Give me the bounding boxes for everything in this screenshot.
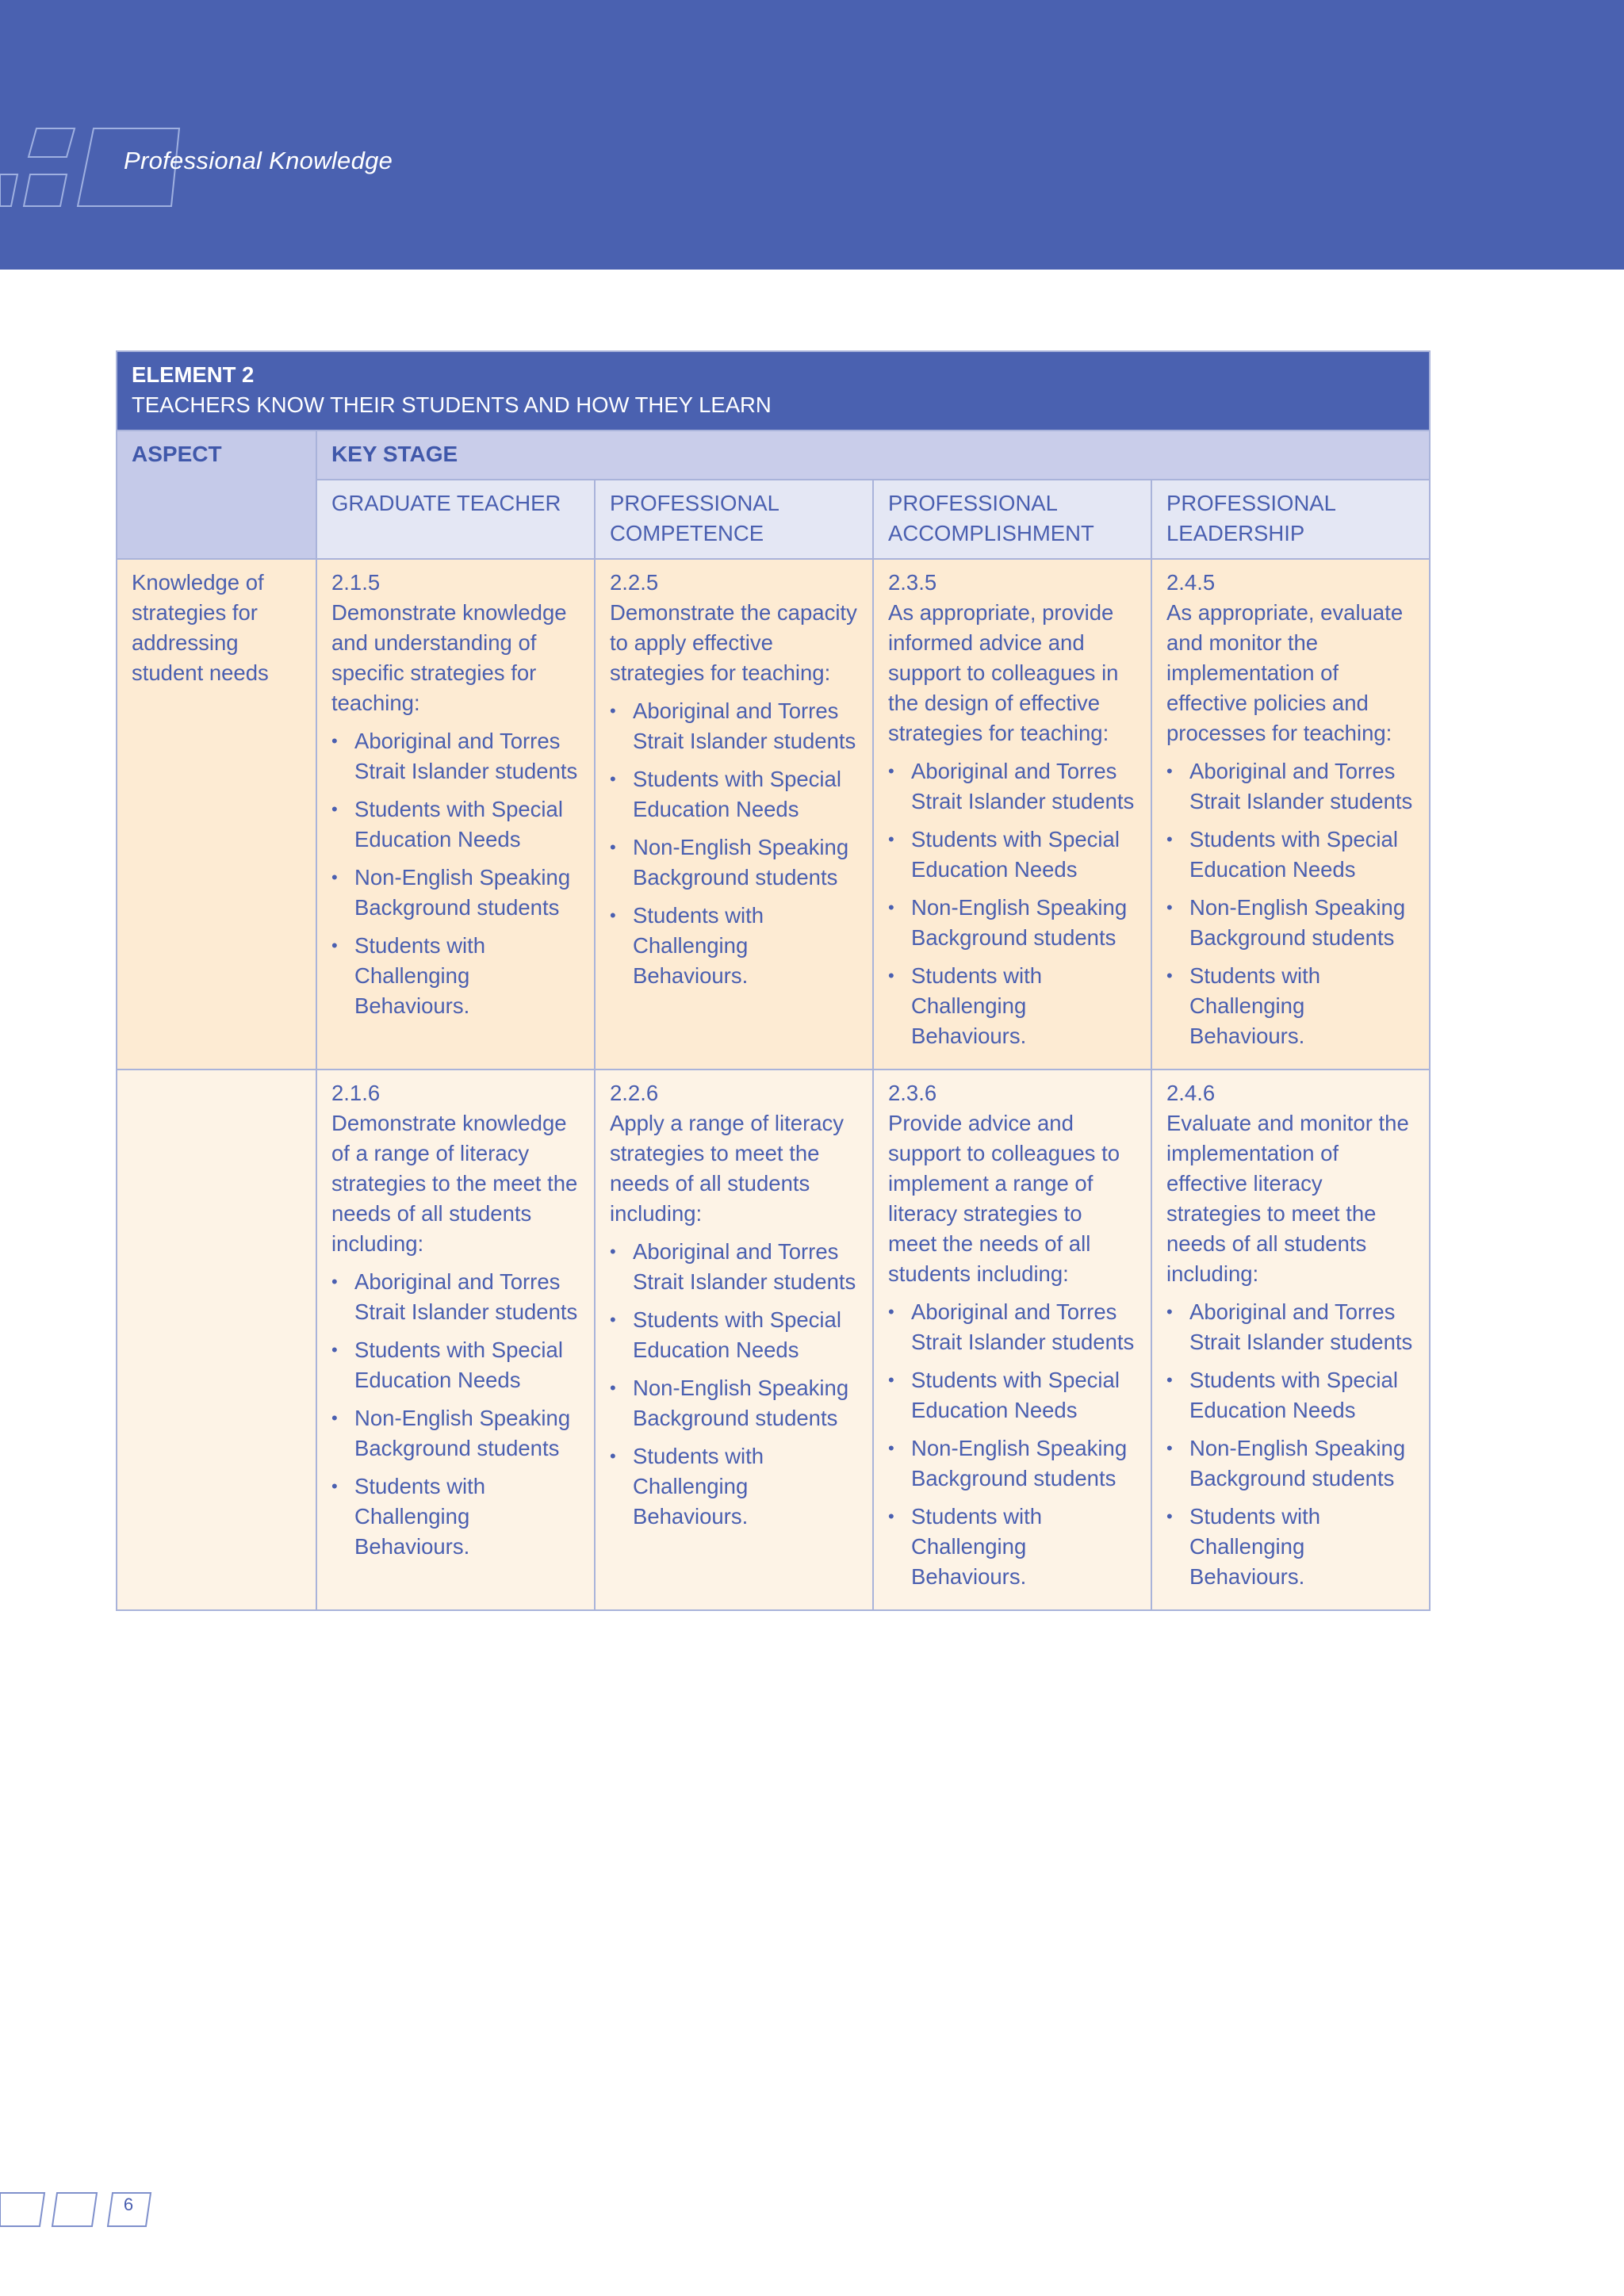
standard-code: 2.2.6 bbox=[610, 1081, 659, 1105]
stage-header-competence: PROFESSIONAL COMPETENCE bbox=[595, 480, 873, 559]
standard-code: 2.3.5 bbox=[888, 570, 937, 595]
list-item: • Students with Special Education Needs bbox=[610, 1305, 858, 1365]
list-item: • Students with Challenging Behaviours. bbox=[610, 1441, 858, 1532]
bullet-list bbox=[331, 1267, 580, 1562]
list-item: • Aboriginal and Torres Strait Islander students bbox=[1166, 1297, 1415, 1357]
standard-code: 2.4.6 bbox=[1166, 1081, 1216, 1105]
bullet-list bbox=[1166, 756, 1415, 1051]
stage-header-graduate: GRADUATE TEACHER bbox=[316, 480, 595, 559]
bullet-list bbox=[888, 756, 1136, 1051]
list-item: • Students with Special Education Needs bbox=[888, 1365, 1136, 1425]
bullet-list bbox=[610, 1237, 858, 1532]
standard-code: 2.3.6 bbox=[888, 1081, 937, 1105]
list-item: • Students with Challenging Behaviours. bbox=[610, 901, 858, 991]
standard-cell bbox=[316, 559, 595, 1070]
header-banner bbox=[0, 0, 1624, 270]
standard-description: Evaluate and monitor the implementation of effective literacy strategies to meet the needs of all students including: bbox=[1166, 1111, 1409, 1286]
list-item: • Students with Challenging Behaviours. bbox=[331, 931, 580, 1021]
standard-cell bbox=[595, 559, 873, 1070]
list-item: • Students with Challenging Behaviours. bbox=[1166, 961, 1415, 1051]
element-title: TEACHERS KNOW THEIR STUDENTS AND HOW THEY LEARN bbox=[132, 392, 772, 417]
list-item: • Students with Special Education Needs bbox=[1166, 825, 1415, 885]
list-item: • Aboriginal and Torres Strait Islander students bbox=[888, 1297, 1136, 1357]
standard-code: 2.4.5 bbox=[1166, 570, 1216, 595]
list-item: • Students with Special Education Needs bbox=[331, 794, 580, 855]
bullet-list bbox=[1166, 1297, 1415, 1592]
element-number: ELEMENT 2 bbox=[132, 362, 255, 387]
standard-description: As appropriate, provide informed advice and support to colleagues in the design of effective strategies for teaching: bbox=[888, 600, 1119, 745]
bullet-list bbox=[610, 696, 858, 991]
standard-description: Demonstrate the capacity to apply effective strategies for teaching: bbox=[610, 600, 857, 685]
standard-cell bbox=[595, 1070, 873, 1610]
list-item: • Non-English Speaking Background students bbox=[610, 1373, 858, 1433]
standard-code: 2.1.5 bbox=[331, 570, 381, 595]
list-item: • Non-English Speaking Background students bbox=[331, 863, 580, 923]
key-stage-header: KEY STAGE bbox=[316, 430, 1430, 480]
standard-cell bbox=[316, 1070, 595, 1610]
page-number: 6 bbox=[123, 2195, 134, 2214]
list-item: • Students with Challenging Behaviours. bbox=[888, 1502, 1136, 1592]
list-item: • Aboriginal and Torres Strait Islander students bbox=[331, 726, 580, 786]
standards-table bbox=[116, 350, 1431, 1611]
list-item: • Students with Special Education Needs bbox=[1166, 1365, 1415, 1425]
list-item: • Non-English Speaking Background students bbox=[610, 832, 858, 893]
standard-cell bbox=[873, 559, 1151, 1070]
stage-header-accomplishment: PROFESSIONAL ACCOMPLISHMENT bbox=[873, 480, 1151, 559]
standard-description: As appropriate, evaluate and monitor the implementation of effective policies and processes for teaching: bbox=[1166, 600, 1404, 745]
bullet-list bbox=[888, 1297, 1136, 1592]
standard-cell bbox=[1151, 559, 1430, 1070]
standard-code: 2.2.5 bbox=[610, 570, 659, 595]
list-item: • Aboriginal and Torres Strait Islander students bbox=[331, 1267, 580, 1327]
table-row bbox=[117, 559, 1430, 1070]
standard-description: Apply a range of literacy strategies to meet the needs of all students including: bbox=[610, 1111, 845, 1226]
list-item: • Students with Special Education Needs bbox=[610, 764, 858, 825]
list-item: • Aboriginal and Torres Strait Islander students bbox=[610, 696, 858, 756]
list-item: • Students with Challenging Behaviours. bbox=[1166, 1502, 1415, 1592]
standard-description: Provide advice and support to colleagues to implement a range of literacy strategies to meet the needs of all students including: bbox=[888, 1111, 1120, 1286]
list-item: • Non-English Speaking Background students bbox=[1166, 1433, 1415, 1494]
list-item: • Aboriginal and Torres Strait Islander students bbox=[888, 756, 1136, 817]
list-item: • Non-English Speaking Background students bbox=[1166, 893, 1415, 953]
list-item: • Non-English Speaking Background students bbox=[888, 893, 1136, 953]
element-header bbox=[117, 351, 1430, 430]
standard-description: Demonstrate knowledge of a range of literacy strategies to the meet the needs of all students including: bbox=[331, 1111, 578, 1256]
list-item: • Aboriginal and Torres Strait Islander students bbox=[610, 1237, 858, 1297]
list-item: • Aboriginal and Torres Strait Islander students bbox=[1166, 756, 1415, 817]
aspect-cell bbox=[117, 1070, 316, 1610]
list-item: • Non-English Speaking Background students bbox=[888, 1433, 1136, 1494]
standard-code: 2.1.6 bbox=[331, 1081, 381, 1105]
list-item: • Non-English Speaking Background students bbox=[331, 1403, 580, 1464]
list-item: • Students with Special Education Needs bbox=[888, 825, 1136, 885]
section-title: Professional Knowledge bbox=[124, 147, 393, 174]
list-item: • Students with Challenging Behaviours. bbox=[331, 1471, 580, 1562]
standard-cell bbox=[873, 1070, 1151, 1610]
list-item: • Students with Special Education Needs bbox=[331, 1335, 580, 1395]
aspect-cell: Knowledge of strategies for addressing student needs bbox=[117, 559, 316, 1070]
standard-cell bbox=[1151, 1070, 1430, 1610]
list-item: • Students with Challenging Behaviours. bbox=[888, 961, 1136, 1051]
table-row bbox=[117, 1070, 1430, 1610]
bullet-list bbox=[331, 726, 580, 1021]
aspect-header: ASPECT bbox=[117, 430, 316, 559]
stage-header-leadership: PROFESSIONAL LEADERSHIP bbox=[1151, 480, 1430, 559]
standard-description: Demonstrate knowledge and understanding of specific strategies for teaching: bbox=[331, 600, 567, 715]
